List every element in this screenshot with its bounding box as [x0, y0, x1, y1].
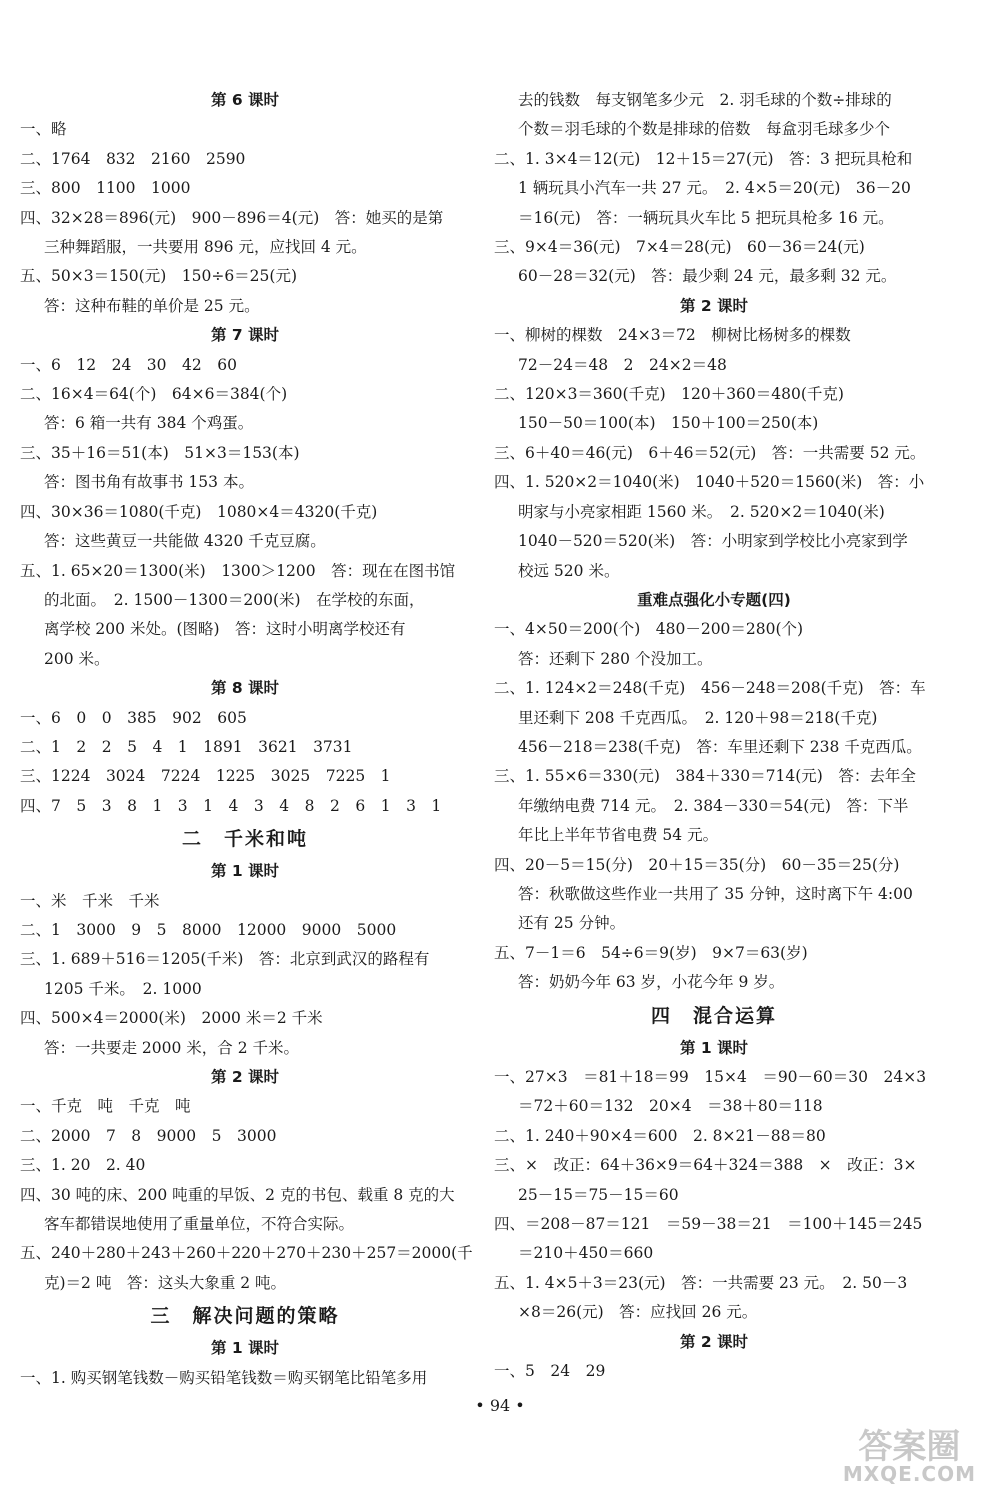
section-heading: 第 2 课时: [679, 1332, 749, 1351]
answer-line: 1 辆玩具小汽车一共 27 元。 2. 4×5＝20(元) 36－20: [518, 179, 911, 198]
answer-line: 一、5 24 29: [494, 1362, 606, 1381]
answer-line: 二、120×3＝360(千克) 120＋360＝480(千克): [494, 385, 844, 404]
answer-line: 答：一共要走 2000 米，合 2 千米。: [44, 1038, 300, 1057]
answer-line: 去的钱数 每支钢笔多少元 2. 羽毛球的个数÷排球的: [518, 91, 892, 109]
answer-line: 答：6 箱一共有 384 个鸡蛋。: [44, 414, 254, 433]
answer-line: 二、1 2 2 5 4 1 1891 3621 3731: [20, 737, 353, 756]
section-heading: 重难点强化小专题(四): [637, 590, 791, 609]
answer-line: 二、1 3000 9 5 8000 12000 9000 5000: [20, 920, 397, 939]
answer-line: 一、米 千米 千米: [20, 891, 160, 910]
answer-line: 答：奶奶今年 63 岁，小花今年 9 岁。: [518, 973, 785, 992]
answer-line: 一、1. 购买钢笔钱数－购买铅笔钱数＝购买钢笔比铅笔多用: [20, 1368, 428, 1387]
answer-line: 二、16×4＝64(个) 64×6＝384(个): [20, 385, 288, 404]
answer-line: 校远 520 米。: [518, 561, 620, 580]
answer-line: 五、7－1＝6 54÷6＝9(岁) 9×7＝63(岁): [494, 943, 808, 962]
section-heading: 第 1 课时: [210, 862, 280, 881]
answer-line: 72－24＝48 2 24×2＝48: [518, 355, 727, 374]
page-number: • 94 •: [475, 1396, 525, 1415]
section-heading: 第 2 课时: [210, 1068, 280, 1086]
answer-line: 答：秋歌做这些作业一共用了 35 分钟，这时离下午 4:00: [518, 884, 913, 903]
answer-line: 还有 25 分钟。: [518, 914, 626, 933]
answer-line: 年比上半年节省电费 54 元。: [518, 826, 719, 845]
answer-line: 年缴纳电费 714 元。 2. 384－330＝54(元) 答：下半: [518, 796, 909, 815]
answer-line: 一、千克 吨 千克 吨: [20, 1097, 191, 1116]
answer-line: 60－28＝32(元) 答：最少剩 24 元，最多剩 32 元。: [518, 267, 897, 286]
section-heading: 第 2 课时: [679, 296, 749, 315]
answer-line: 四、7 5 3 8 1 3 1 4 3 4 8 2 6 1 3 1: [20, 796, 442, 815]
answer-line: 个数＝羽毛球的个数是排球的倍数 每盒羽毛球多少个: [518, 120, 891, 139]
answer-line: 1040－520＝520(米) 答：小明家到学校比小亮家到学: [518, 532, 908, 551]
answer-line: 一、略: [20, 120, 67, 139]
answer-line: 答：图书角有故事书 153 本。: [44, 473, 254, 492]
answer-line: 五、50×3＝150(元) 150÷6＝25(元): [20, 267, 298, 286]
section-heading: 第 1 课时: [679, 1038, 749, 1057]
answer-line: 四、1. 520×2＝1040(米) 1040＋520＝1560(米) 答：小: [494, 473, 925, 492]
answer-line: 200 米。: [44, 649, 110, 668]
answer-line: 四、30 吨的床、200 吨重的早饭、2 克的书包、载重 8 克的大: [20, 1185, 455, 1204]
section-heading: 第 6 课时: [210, 91, 280, 109]
answer-line: 四、20－5＝15(分) 20＋15＝35(分) 60－35＝25(分): [494, 855, 900, 874]
watermark-url: MXQE.COM: [842, 1462, 976, 1486]
answer-line: 五、240＋280＋243＋260＋220＋270＋230＋257＝2000(千: [20, 1244, 473, 1263]
answer-line: 150－50＝100(本) 150＋100＝250(本): [518, 414, 819, 433]
answer-line: 二、2000 7 8 9000 5 3000: [20, 1126, 277, 1145]
answer-line: 四、500×4＝2000(米) 2000 米＝2 千米: [20, 1009, 323, 1028]
answer-line: 三、× 改正：64＋36×9＝64＋324＝388 × 改正：3×: [494, 1156, 917, 1175]
chapter-heading: 三 解决问题的策略: [150, 1305, 340, 1328]
answer-line: ＝210＋450＝660: [518, 1244, 654, 1263]
answer-line: 一、4×50＝200(个) 480－200＝280(个): [494, 620, 804, 639]
watermark-text: 答案圈: [858, 1427, 961, 1467]
answer-line: 的北面。 2. 1500－1300＝200(米) 在学校的东面，: [44, 590, 425, 609]
answer-line: 三、800 1100 1000: [20, 179, 191, 198]
answer-line: 三、35＋16＝51(本) 51×3＝153(本): [20, 443, 300, 462]
answer-line: 二、1. 240＋90×4＝600 2. 8×21－88＝80: [494, 1126, 826, 1145]
answer-line: 明家与小亮家相距 1560 米。 2. 520×2＝1040(米): [518, 502, 885, 521]
answer-line: 一、柳树的棵数 24×3＝72 柳树比杨树多的棵数: [494, 326, 851, 345]
answer-line: 三、6＋40＝46(元) 6＋46＝52(元) 答：一共需要 52 元。: [494, 443, 926, 462]
section-heading: 第 8 课时: [210, 679, 280, 698]
answer-line: 四、＝208－87＝121 ＝59－38＝21 ＝100＋145＝245: [494, 1215, 923, 1234]
answer-line: 二、1764 832 2160 2590: [20, 149, 246, 168]
answer-line: 克)＝2 吨 答：这头大象重 2 吨。: [44, 1273, 287, 1292]
answer-line: 五、1. 4×5＋3＝23(元) 答：一共需要 23 元。 2. 50－3: [494, 1273, 908, 1292]
answer-line: 一、6 0 0 385 902 605: [20, 708, 247, 727]
answer-line: 一、6 12 24 30 42 60: [20, 355, 237, 374]
answer-line: 四、30×36＝1080(千克) 1080×4＝4320(千克): [20, 502, 378, 521]
answer-line: ×8＝26(元) 答：应找回 26 元。: [518, 1303, 758, 1322]
answer-line: 三、9×4＝36(元) 7×4＝28(元) 60－36＝24(元): [494, 238, 865, 257]
answer-line: 答：这种布鞋的单价是 25 元。: [44, 296, 260, 315]
answer-line: 里还剩下 208 千克西瓜。 2. 120＋98＝218(千克): [518, 708, 878, 727]
answer-line: 456－218＝238(千克) 答：车里还剩下 238 千克西瓜。: [518, 737, 922, 756]
section-heading: 第 7 课时: [210, 326, 280, 345]
answer-line: 五、1. 65×20＝1300(米) 1300＞1200 答：现在在图书馆: [20, 561, 456, 580]
answer-line: 一、27×3 ＝81＋18＝99 15×4 ＝90－60＝30 24×3: [494, 1068, 927, 1086]
chapter-heading: 二 千米和吨: [181, 828, 308, 851]
answer-line: 答：还剩下 280 个没加工。: [518, 649, 713, 668]
left-column: [20, 86, 473, 1393]
answer-line: ＝16(元) 答：一辆玩具火车比 5 把玩具枪多 16 元。: [518, 208, 894, 227]
right-column: [494, 86, 934, 1386]
answer-line: 答：这些黄豆一共能做 4320 千克豆腐。: [44, 532, 326, 551]
answer-line: 三、1. 689＋516＝1205(千米) 答：北京到武汉的路程有: [20, 950, 430, 969]
answer-line: ＝72＋60＝132 20×4 ＝38＋80＝118: [518, 1097, 823, 1116]
answer-line: 三、1. 55×6＝330(元) 384＋330＝714(元) 答：去年全: [494, 767, 916, 786]
answer-line: 二、1. 124×2＝248(千克) 456－248＝208(千克) 答：车: [494, 679, 926, 698]
answer-line: 三、1224 3024 7224 1225 3025 7225 1: [20, 767, 391, 786]
chapter-heading: 四 混合运算: [650, 1004, 777, 1027]
answer-line: 二、1. 3×4＝12(元) 12＋15＝27(元) 答：3 把玩具枪和: [494, 149, 913, 168]
answer-line: 25－15＝75－15＝60: [518, 1185, 679, 1204]
answer-line: 客车都错误地使用了重量单位，不符合实际。: [44, 1215, 355, 1234]
answer-line: 四、32×28＝896(元) 900－896＝4(元) 答：她买的是第: [20, 208, 444, 227]
answer-line: 1205 千米。 2. 1000: [44, 979, 202, 998]
answer-line: 离学校 200 米处。(图略) 答：这时小明离学校还有: [44, 620, 406, 639]
answer-line: 三、1. 20 2. 40: [20, 1156, 146, 1175]
answer-line: 三种舞蹈服，一共要用 896 元，应找回 4 元。: [44, 238, 367, 257]
section-heading: 第 1 课时: [210, 1339, 280, 1358]
watermark-logo: [842, 1427, 976, 1486]
